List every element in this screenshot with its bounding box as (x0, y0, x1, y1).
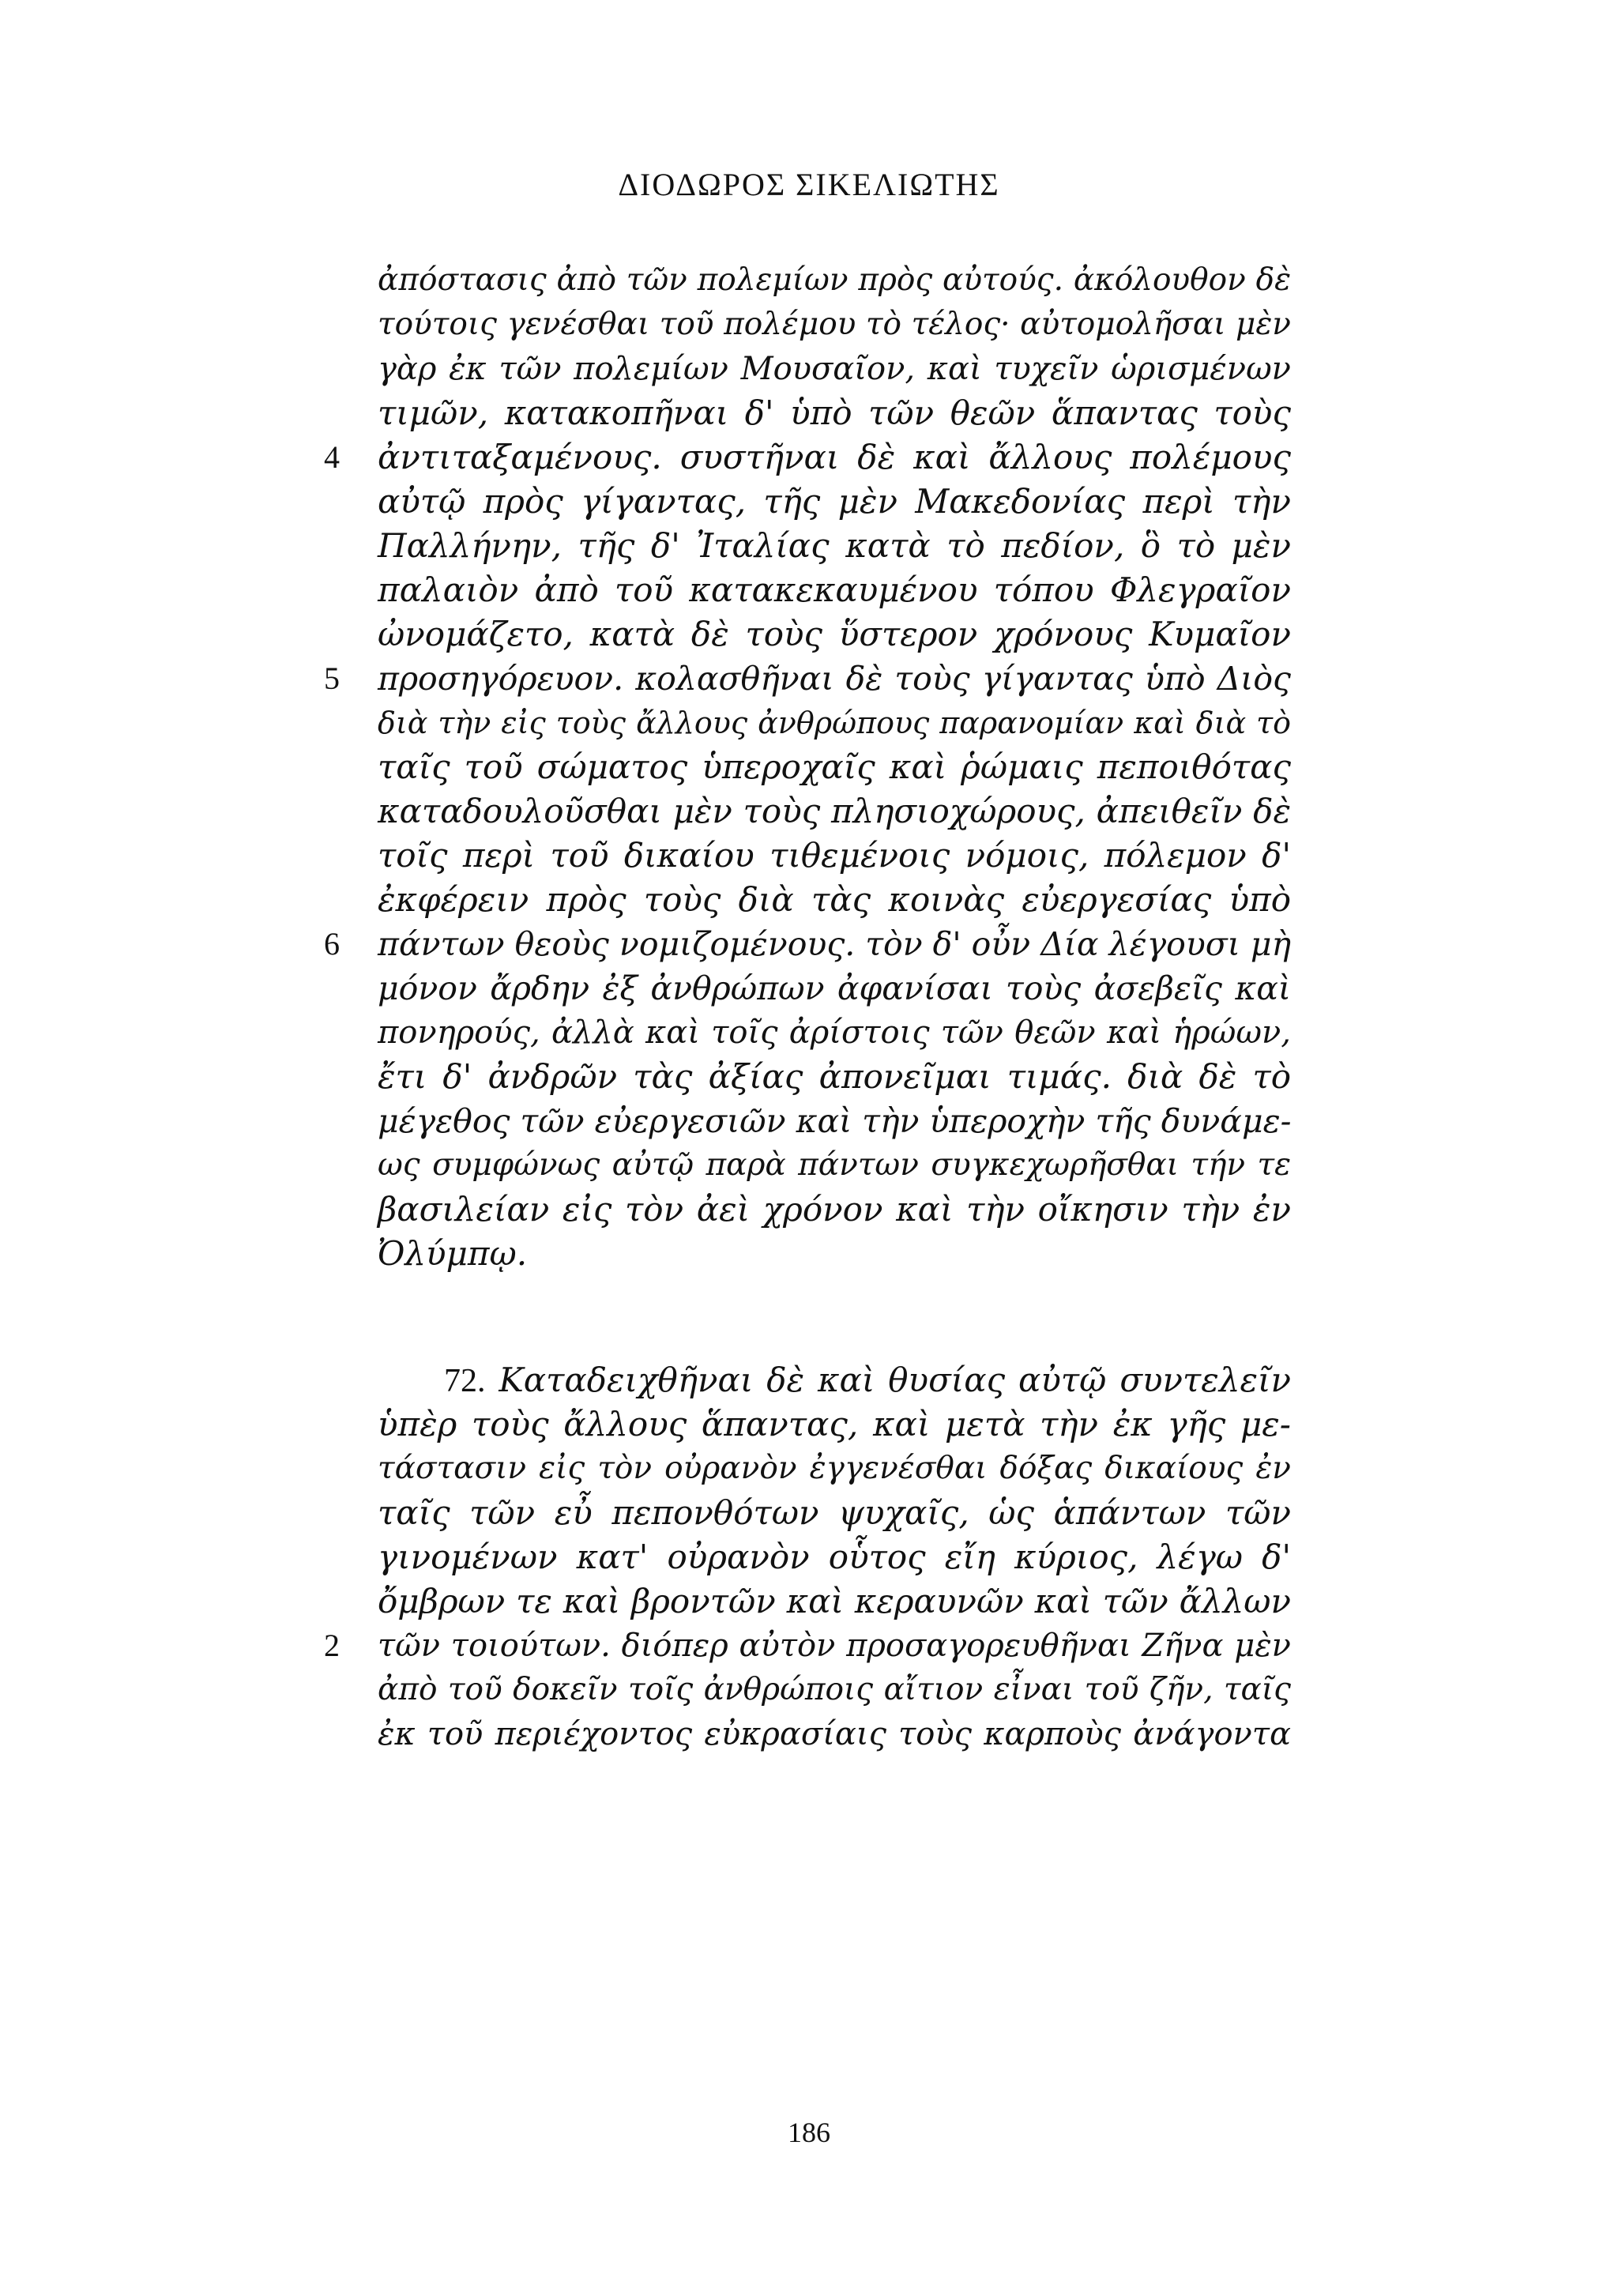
text-line: προσηγόρευον. κολασθῆναι δὲ τοὺς γίγαντας ὑπὸ Διὸς (378, 660, 1291, 698)
text-line: Καταδειχθῆναι δὲ καὶ θυσίας αὐτῷ συντελεῖν (499, 1361, 1291, 1399)
text-line: ἐκ τοῦ περιέχοντος εὐκρασίαις τοὺς καρποὺς ἀνάγοντα (378, 1716, 1291, 1752)
text-line: γινομένων κατ' οὐρανὸν οὗτος εἴη κύριος, λέγω δ' (378, 1538, 1291, 1576)
text-line: ἀντιταξαμένους. συστῆναι δὲ καὶ ἄλλους πολέμους (378, 438, 1291, 476)
text-line: παλαιὸν ἀπὸ τοῦ κατακεκαυμένου τόπου Φλεγραῖον (378, 570, 1291, 609)
text-line: τιμῶν, κατακοπῆναι δ' ὑπὸ τῶν θεῶν ἅπαντας τοὺς (378, 393, 1291, 432)
text-line: αὐτῷ πρὸς γίγαντας, τῆς μὲν Μακεδονίας περὶ τὴν (378, 482, 1291, 521)
text-line: καταδουλοῦσθαι μὲν τοὺς πλησιοχώρους, ἀπειθεῖν δὲ (378, 792, 1291, 830)
text-line: ὄμβρων τε καὶ βροντῶν καὶ κεραυνῶν καὶ τῶν ἄλλων (378, 1582, 1291, 1620)
section-number: 6 (324, 926, 340, 962)
text-line: ἔτι δ' ἀνδρῶν τὰς ἀξίας ἀπονεῖμαι τιμάς. διὰ δὲ τὸ (378, 1057, 1291, 1096)
text-line: Ὀλύμπῳ. (378, 1234, 528, 1273)
text-line: ὑπὲρ τοὺς ἄλλους ἅπαντας, καὶ μετὰ τὴν ἐκ γῆς με- (378, 1405, 1291, 1443)
text-line: πάντων θεοὺς νομιζομένους. τὸν δ' οὖν Δία λέγουσι μὴ (378, 925, 1292, 963)
text-line: διὰ τὴν εἰς τοὺς ἄλλους ἀνθρώπους παρανομίαν καὶ διὰ τὸ (378, 706, 1291, 740)
text-line: μέγεθος τῶν εὐεργεσιῶν καὶ τὴν ὑπεροχὴν τῆς δυνάμε- (378, 1102, 1292, 1140)
text-line: ταῖς τῶν εὖ πεπονθότων ψυχαῖς, ὡς ἁπάντων τῶν (378, 1493, 1291, 1532)
text-line: ἐκφέρειν πρὸς τοὺς διὰ τὰς κοινὰς εὐεργεσίας ὑπὸ (378, 880, 1291, 919)
chapter-number: 72. (444, 1363, 486, 1399)
text-line: τάστασιν εἰς τὸν οὐρανὸν ἐγγενέσθαι δόξας δικαίους ἐν (378, 1451, 1291, 1486)
text-line: πονηρούς, ἀλλὰ καὶ τοῖς ἀρίστοις τῶν θεῶν καὶ ἡρώων, (378, 1014, 1291, 1051)
text-line: τῶν τοιούτων. διόπερ αὐτὸν προσαγορευθῆναι Ζῆνα μὲν (378, 1628, 1291, 1664)
text-line: βασιλείαν εἰς τὸν ἀεὶ χρόνον καὶ τὴν οἴκησιν τὴν ἐν (378, 1190, 1291, 1229)
text-line: τούτοις γενέσθαι τοῦ πολέμου τὸ τέλος· αὐτομολῆσαι μὲν (378, 307, 1291, 342)
text-line: ἀπόστασις ἀπὸ τῶν πολεμίων πρὸς αὐτούς. ἀκόλουθον δὲ (378, 262, 1291, 298)
text-line: ως συμφώνως αὐτῷ παρὰ πάντων συγκεχωρῆσθαι τήν τε (378, 1147, 1291, 1183)
text-line: ἀπὸ τοῦ δοκεῖν τοῖς ἀνθρώποις αἴτιον εἶναι τοῦ ζῆν, ταῖς (378, 1672, 1291, 1707)
text-line: ταῖς τοῦ σώματος ὑπεροχαῖς καὶ ῥώμαις πεποιθότας (378, 747, 1291, 786)
running-head: ΔΙΟΔΩΡΟΣ ΣΙΚΕΛΙΩΤΗΣ (618, 167, 1000, 202)
text-line: τοῖς περὶ τοῦ δικαίου τιθεμένοις νόμοις, πόλεμον δ' (378, 836, 1291, 875)
text-line: Παλλήνην, τῆς δ' Ἰταλίας κατὰ τὸ πεδίον, ὃ τὸ μὲν (378, 526, 1291, 565)
text-line: μόνον ἄρδην ἐξ ἀνθρώπων ἀφανίσαι τοὺς ἀσεβεῖς καὶ (378, 969, 1291, 1007)
text-line: γὰρ ἐκ τῶν πολεμίων Μουσαῖον, καὶ τυχεῖν ὡρισμένων (378, 351, 1291, 387)
section-number: 4 (324, 439, 340, 475)
section-number: 2 (324, 1628, 340, 1663)
section-number: 5 (324, 661, 340, 696)
text-line: ὠνομάζετο, κατὰ δὲ τοὺς ὕστερον χρόνους Κυμαῖον (378, 615, 1291, 653)
page-number: 186 (788, 2117, 830, 2148)
chapter-first-line (444, 1359, 1291, 1402)
